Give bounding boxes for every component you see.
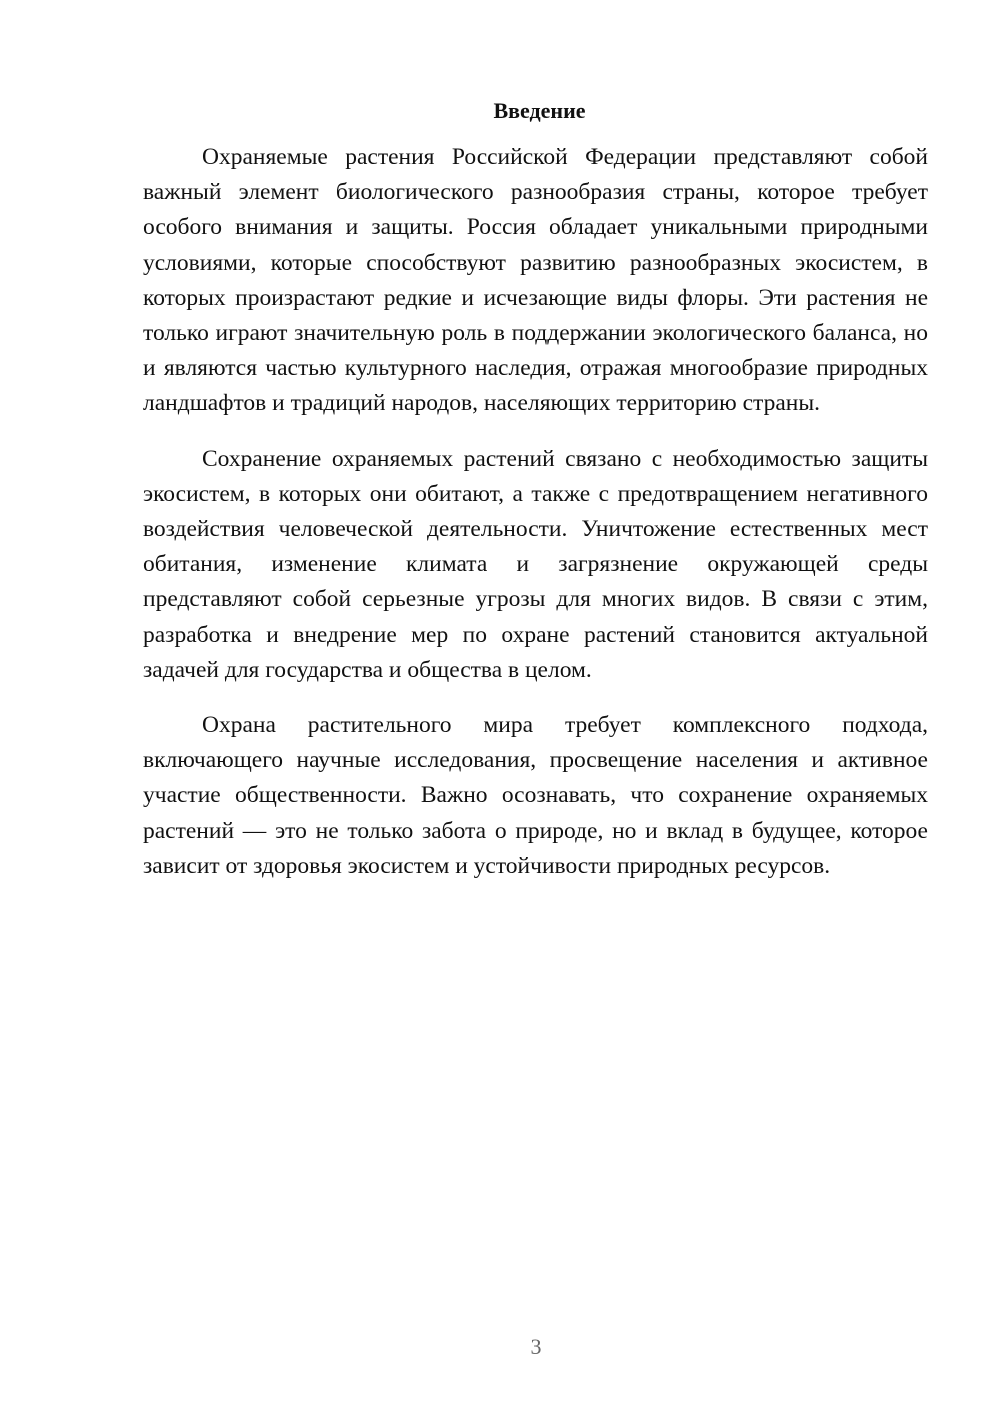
paragraph-2: Сохранение охраняемых растений связано с необходимостью защиты экосистем, в которых они обитают, а также с предотвращением негативного воздействия человеческой деятельности. Уничтожение естественных мест обитания, изменение климата и загрязнение окружающей среды представляют собой серьезные угрозы для многих видов. В связи с этим, разработка и внедрение мер по охране растений становится актуальной задачей для государства и общества в целом. [143,445,928,683]
page-number: 3 [530,1334,542,1359]
paragraph-3: Охрана растительного мира требует комплексного подхода, включающего научные исследования, просвещение населения и активное участие общественности. Важно осознавать, что сохранение охраняемых растений — это не только забота о природе, но и вклад в будущее, которое зависит от здоровья экосистем и устойчивости природных ресурсов. [143,712,928,879]
paragraph-1: Охраняемые растения Российской Федерации представляют собой важный элемент биологического разнообразия страны, которое требует особого внимания и защиты. Россия обладает уникальными природными условиями, которые способствуют развитию разнообразных экосистем, в которых произрастают редкие и исчезающие виды флоры. Эти растения не только играют значительную роль в поддержании экологического баланса, но и являются частью культурного наследия, отражая многообразие природных ландшафтов и традиций народов, населяющих территорию страны. [143,144,928,417]
page-content [143,96,928,884]
section-heading: Введение [493,98,586,123]
